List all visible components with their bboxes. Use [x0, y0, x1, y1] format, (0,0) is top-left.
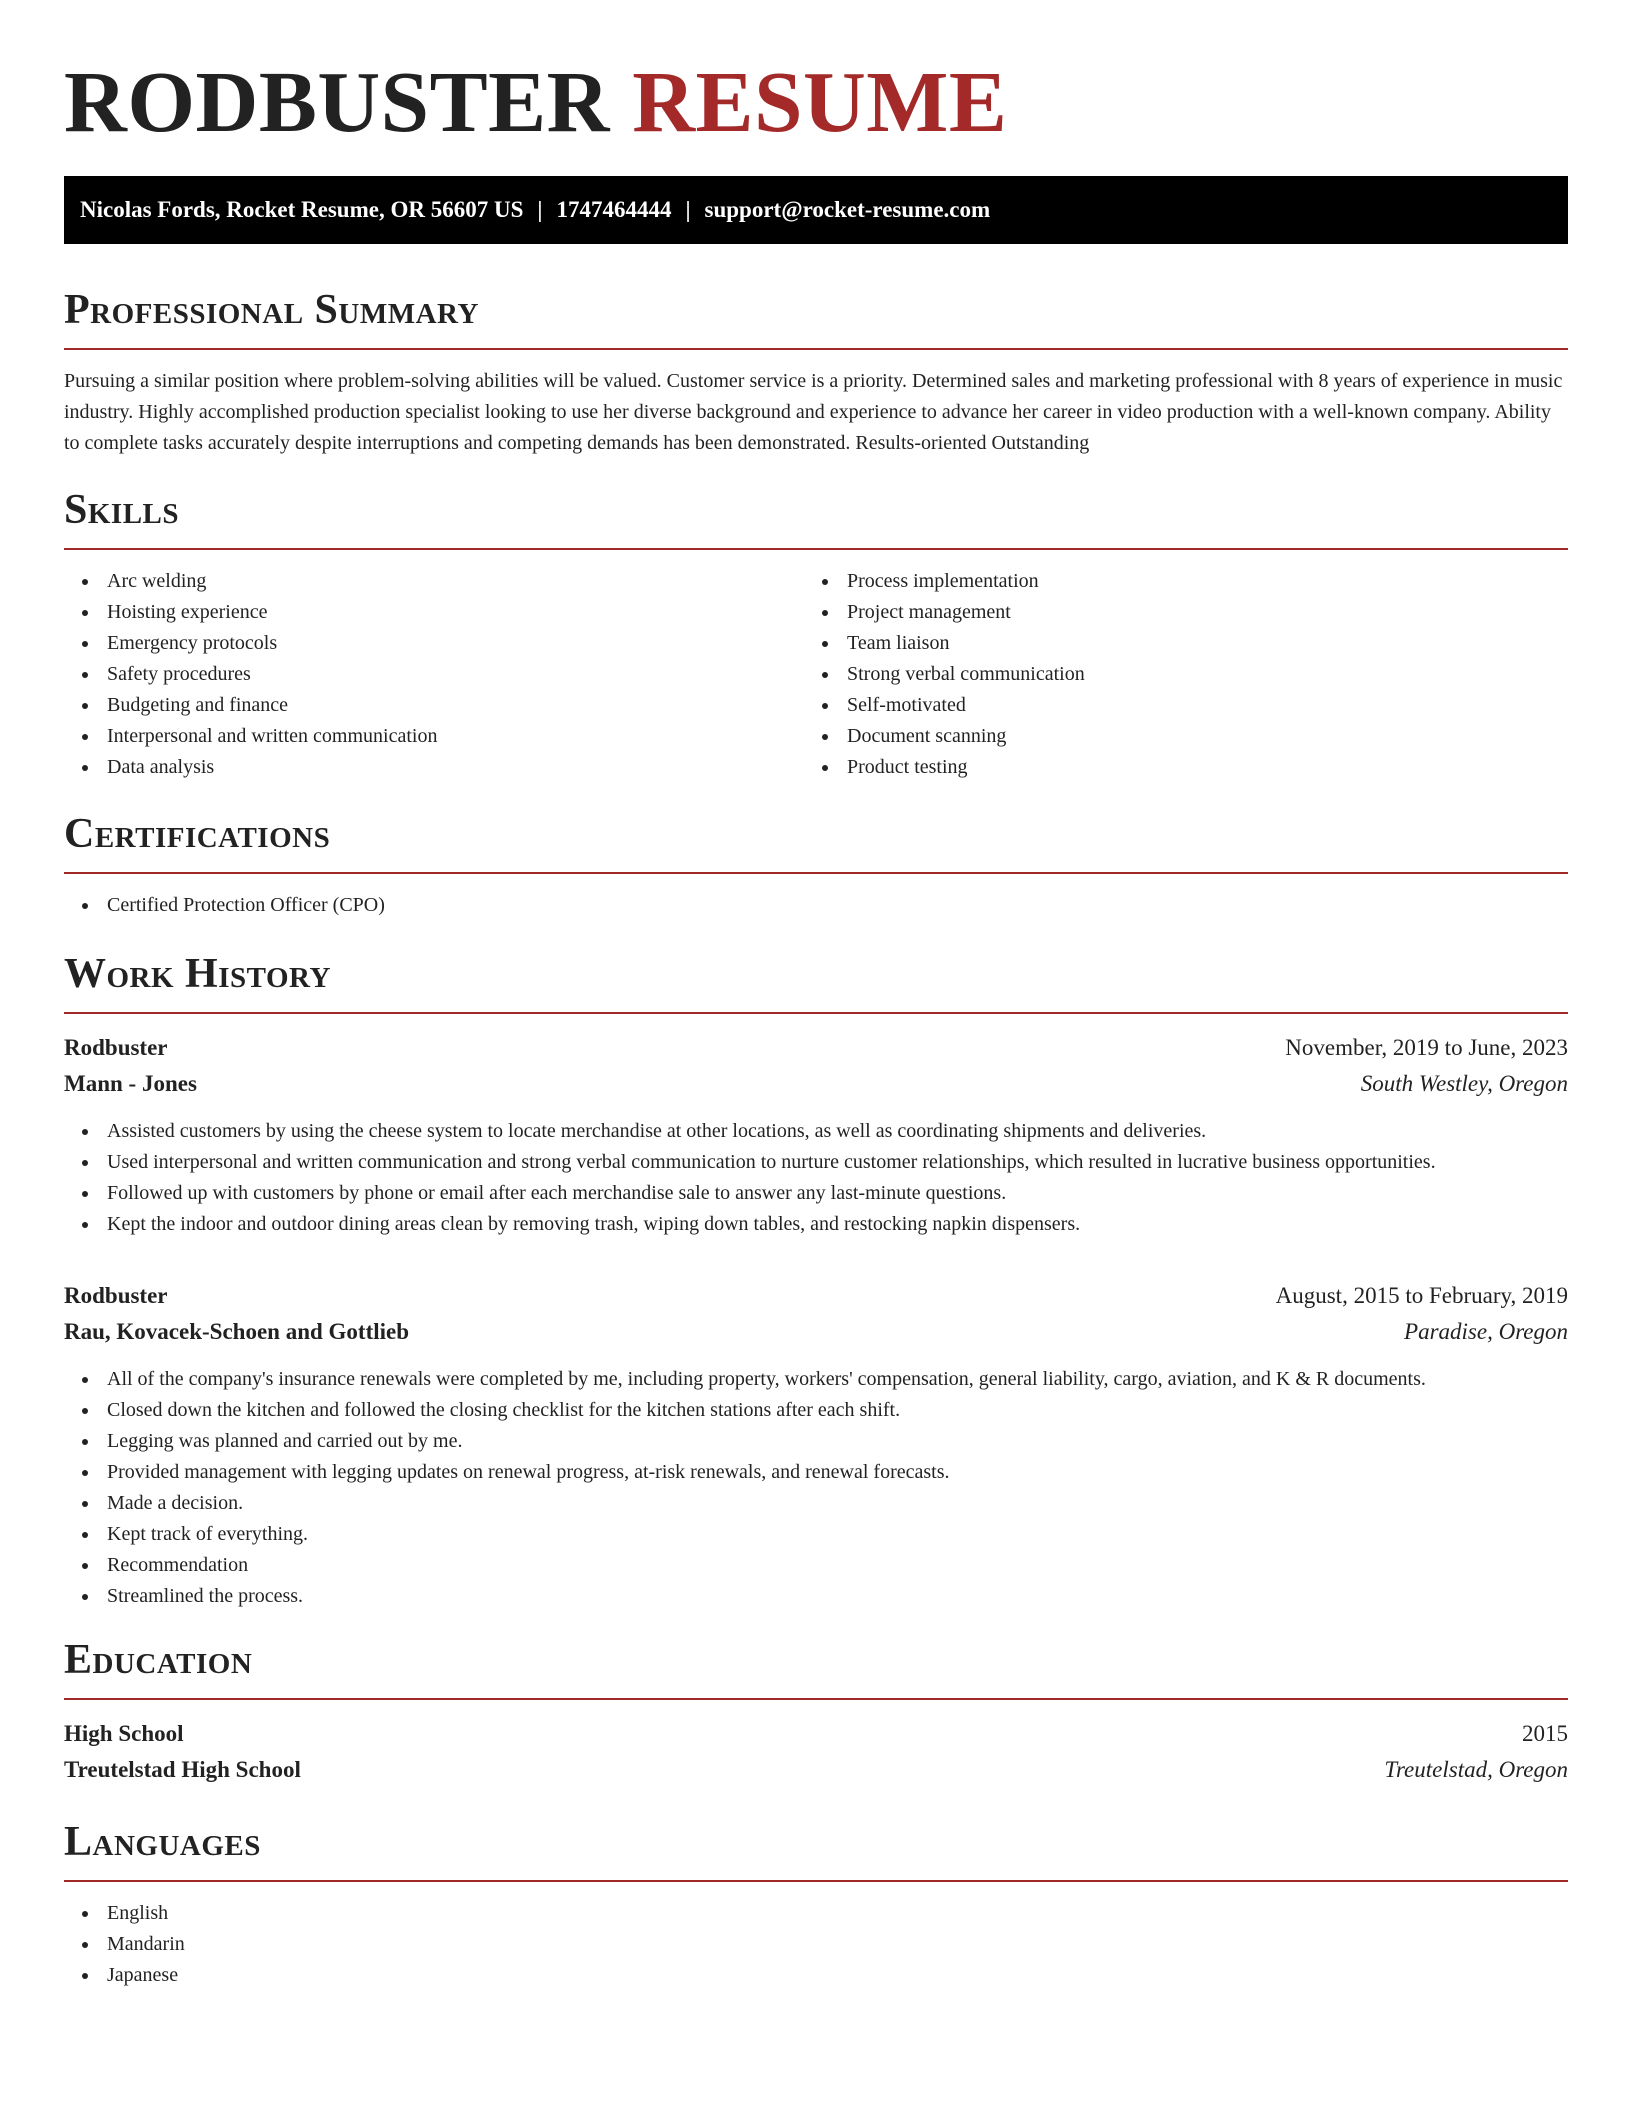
- job-location: Paradise, Oregon: [1404, 1319, 1568, 1344]
- skill-item: Strong verbal communication: [804, 659, 1544, 690]
- contact-address: Nicolas Fords, Rocket Resume, OR 56607 US: [80, 197, 524, 222]
- resume-title: [64, 52, 1007, 152]
- section-divider: [64, 1880, 1568, 1882]
- job-bullet: Streamlined the process.: [64, 1581, 1568, 1612]
- skills-heading: Skills: [64, 487, 180, 533]
- skill-item: Hoisting experience: [64, 597, 804, 628]
- job-dates: November, 2019 to June, 2023: [1285, 1035, 1568, 1060]
- job-bullet: Used interpersonal and written communication and strong verbal communication to nurture customer relationships, which resulted in lucrative business opportunities.: [64, 1147, 1568, 1178]
- work-history-heading: Work History: [64, 951, 331, 997]
- skills-column-right: [804, 566, 1544, 783]
- job-bullet: All of the company's insurance renewals were completed by me, including property, workers' compensation, general liability, cargo, aviation, and K & R documents.: [64, 1364, 1568, 1395]
- job-title: Rodbuster: [64, 1035, 168, 1060]
- contact-separator: |: [537, 197, 543, 222]
- skill-item: Project management: [804, 597, 1544, 628]
- skill-item: Emergency protocols: [64, 628, 804, 659]
- job-entry: [64, 1278, 1568, 1612]
- language-item: English: [64, 1898, 1568, 1929]
- summary-text: Pursuing a similar position where problem-solving abilities will be valued. Customer service is a priority. Determined sales and marketing professional with 8 years of experience in music industry. Highly accomplished production specialist looking to use her diverse background and experience to advance her career in video production with a well-known company. Ability to complete tasks accurately despite interruptions and competing demands has been demonstrated. Results-oriented Outstanding: [64, 370, 1563, 454]
- education-school: Treutelstad High School: [64, 1757, 301, 1782]
- job-company: Rau, Kovacek-Schoen and Gottlieb: [64, 1319, 410, 1344]
- job-bullet: Kept the indoor and outdoor dining areas clean by removing trash, wiping down tables, and restocking napkin dispensers.: [64, 1209, 1568, 1240]
- job-company: Mann - Jones: [64, 1071, 197, 1096]
- skill-item: Process implementation: [804, 566, 1544, 597]
- languages-heading: Languages: [64, 1819, 261, 1865]
- job-bullet: Legging was planned and carried out by me.: [64, 1426, 1568, 1457]
- education-section: [64, 1636, 1568, 1788]
- skills-column-left: [64, 566, 804, 783]
- education-degree: High School: [64, 1721, 184, 1746]
- skill-item: Budgeting and finance: [64, 690, 804, 721]
- language-item: Japanese: [64, 1960, 1568, 1991]
- skill-item: Product testing: [804, 752, 1544, 783]
- job-title: Rodbuster: [64, 1283, 168, 1308]
- skill-item: Team liaison: [804, 628, 1544, 659]
- education-entry: [64, 1716, 1568, 1788]
- job-bullet: Made a decision.: [64, 1488, 1568, 1519]
- contact-email: support@rocket-resume.com: [704, 197, 991, 222]
- education-location: Treutelstad, Oregon: [1384, 1757, 1568, 1782]
- certifications-section: [64, 810, 1568, 921]
- skill-item: Arc welding: [64, 566, 804, 597]
- contact-bar: [64, 176, 1568, 244]
- languages-section: [64, 1818, 1568, 1991]
- title-second-word: RESUME: [632, 53, 1008, 150]
- summary-heading: Professional Summary: [64, 287, 479, 333]
- section-divider: [64, 1012, 1568, 1014]
- work-history-section: [64, 950, 1568, 1612]
- skill-item: Interpersonal and written communication: [64, 721, 804, 752]
- summary-section: [64, 286, 1568, 459]
- contact-phone: 1747464444: [556, 197, 672, 222]
- contact-separator: |: [685, 197, 691, 222]
- title-first-word: RODBUSTER: [64, 53, 610, 150]
- section-divider: [64, 348, 1568, 350]
- section-divider: [64, 1698, 1568, 1700]
- certifications-heading: Certifications: [64, 811, 331, 857]
- job-bullet: Assisted customers by using the cheese system to locate merchandise at other locations, as well as coordinating shipments and deliveries.: [64, 1116, 1568, 1147]
- job-bullet: Kept track of everything.: [64, 1519, 1568, 1550]
- job-bullet: Provided management with legging updates on renewal progress, at-risk renewals, and renewal forecasts.: [64, 1457, 1568, 1488]
- job-bullet: Closed down the kitchen and followed the closing checklist for the kitchen stations after each shift.: [64, 1395, 1568, 1426]
- job-location: South Westley, Oregon: [1360, 1071, 1568, 1096]
- skill-item: Self-motivated: [804, 690, 1544, 721]
- job-bullet: Recommendation: [64, 1550, 1568, 1581]
- job-entry: [64, 1030, 1568, 1240]
- section-divider: [64, 872, 1568, 874]
- section-divider: [64, 548, 1568, 550]
- language-item: Mandarin: [64, 1929, 1568, 1960]
- skills-section: [64, 486, 1568, 783]
- certification-item: Certified Protection Officer (CPO): [64, 890, 1568, 921]
- job-bullet: Followed up with customers by phone or email after each merchandise sale to answer any last-minute questions.: [64, 1178, 1568, 1209]
- skill-item: Document scanning: [804, 721, 1544, 752]
- education-heading: Education: [64, 1637, 253, 1683]
- skill-item: Data analysis: [64, 752, 804, 783]
- skill-item: Safety procedures: [64, 659, 804, 690]
- job-dates: August, 2015 to February, 2019: [1275, 1283, 1568, 1308]
- education-year: 2015: [1522, 1721, 1568, 1746]
